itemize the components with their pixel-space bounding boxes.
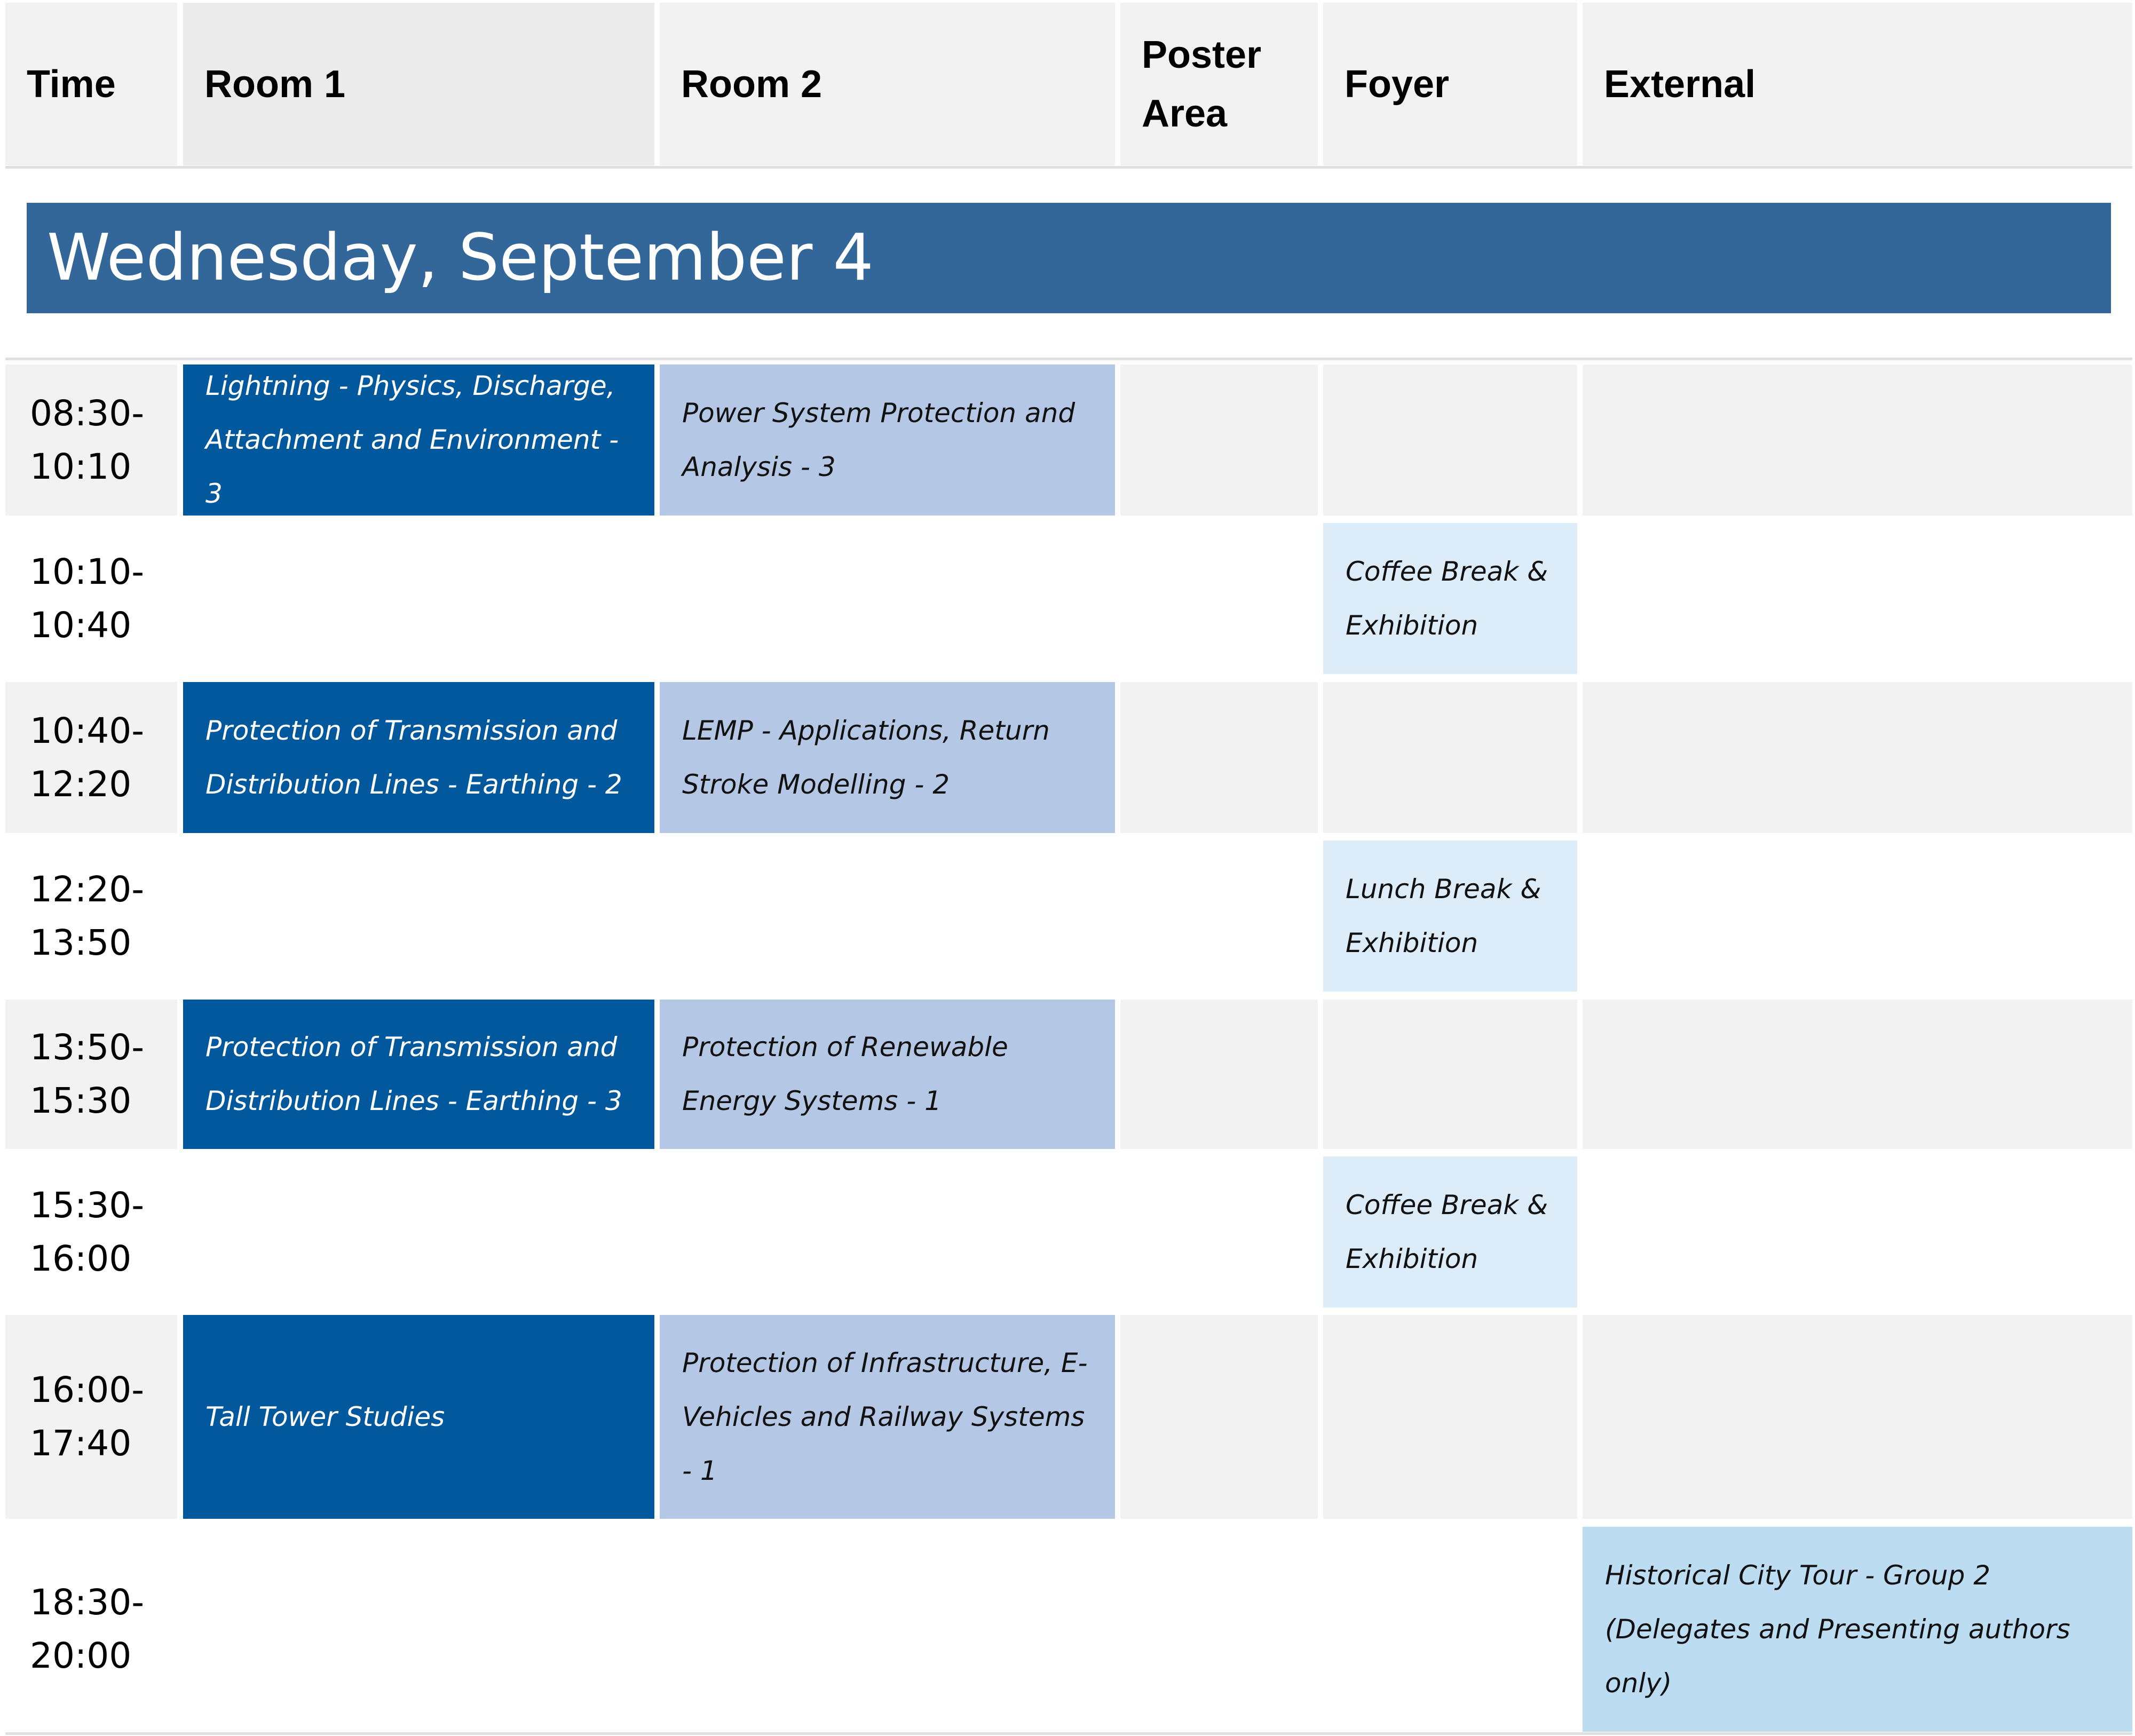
row-divider [5,358,2132,360]
empty-cell [1323,682,1577,833]
session-external-tour[interactable]: Historical City Tour - Group 2 (Delegates and Presenting authors only) [1583,1527,2132,1732]
empty-cell [1120,682,1318,833]
column-header-poster-area[interactable]: Poster Area [1120,3,1318,165]
session-room-2[interactable]: Protection of Renewable Energy Systems - 1 [660,1000,1115,1149]
time-cell: 13:50-15:30 [5,1000,177,1149]
session-room-2[interactable]: LEMP - Applications, Return Stroke Modelling - 2 [660,682,1115,833]
empty-cell [1120,364,1318,516]
time-cell: 15:30-16:00 [5,1156,177,1307]
empty-cell [1583,1000,2132,1149]
session-room-1[interactable]: Lightning - Physics, Discharge, Attachment and Environment - 3 [183,364,654,516]
session-room-1[interactable]: Tall Tower Studies [183,1315,654,1519]
empty-cell [1120,1315,1318,1519]
empty-cell [1323,1315,1577,1519]
time-cell: 08:30-10:10 [5,364,177,516]
session-room-1[interactable]: Protection of Transmission and Distribution Lines - Earthing - 2 [183,682,654,833]
time-cell: 12:20-13:50 [5,841,177,992]
time-cell: 16:00-17:40 [5,1315,177,1519]
time-cell: 10:40-12:20 [5,682,177,833]
session-foyer-break[interactable]: Coffee Break & Exhibition [1323,523,1577,674]
column-header-room-2[interactable]: Room 2 [660,3,1115,165]
session-foyer-break[interactable]: Coffee Break & Exhibition [1323,1156,1577,1307]
time-cell: 18:30-20:00 [5,1527,177,1732]
session-foyer-break[interactable]: Lunch Break & Exhibition [1323,841,1577,992]
session-room-2[interactable]: Power System Protection and Analysis - 3 [660,364,1115,516]
empty-cell [1583,1315,2132,1519]
row-divider [5,166,2132,169]
empty-cell [1583,682,2132,833]
empty-cell [1323,364,1577,516]
day-banner: Wednesday, September 4 [27,203,2111,313]
column-header-room-1[interactable]: Room 1 [183,3,654,165]
empty-cell [1323,1000,1577,1149]
session-room-1[interactable]: Protection of Transmission and Distribution Lines - Earthing - 3 [183,1000,654,1149]
column-header-time: Time [5,3,177,165]
row-divider [5,1732,2132,1735]
column-header-external[interactable]: External [1583,3,2132,165]
session-room-2[interactable]: Protection of Infrastructure, E-Vehicles and Railway Systems - 1 [660,1315,1115,1519]
empty-cell [1120,1000,1318,1149]
column-header-foyer[interactable]: Foyer [1323,3,1577,165]
empty-cell [1583,364,2132,516]
time-cell: 10:10-10:40 [5,523,177,674]
